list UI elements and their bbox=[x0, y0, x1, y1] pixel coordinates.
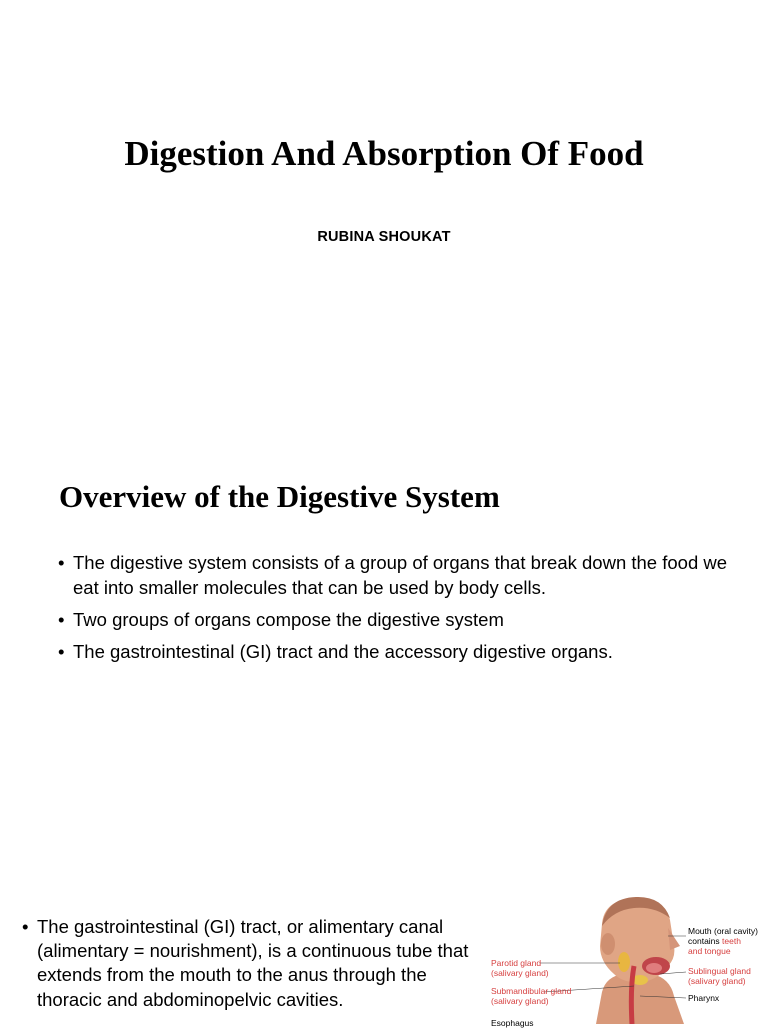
bullet-item: • The digestive system consists of a group of organs that break down the food we eat into smaller molecules that can be used by body cells. bbox=[58, 551, 748, 600]
sublingual-gland-label: (salivary gland) bbox=[688, 976, 746, 986]
bullet-list bbox=[58, 551, 748, 672]
slide-title: Overview of the Digestive System bbox=[59, 479, 500, 514]
title-slide bbox=[0, 0, 768, 432]
pharynx-label: Pharynx bbox=[688, 993, 720, 1003]
esophagus-label: Esophagus bbox=[491, 1018, 534, 1028]
head-anatomy-figure bbox=[484, 896, 768, 1028]
submandibular-gland-label: (salivary gland) bbox=[491, 996, 549, 1006]
submandibular-gland-label: Submandibular gland bbox=[491, 986, 572, 996]
author-name: RUBINA SHOUKAT bbox=[317, 229, 451, 245]
sublingual-gland-label: Sublingual gland bbox=[688, 966, 751, 976]
bullet-item: • Two groups of organs compose the digestive system bbox=[58, 608, 748, 633]
parotid-gland-label: Parotid gland bbox=[491, 958, 542, 968]
mouth-label: contains teeth bbox=[688, 936, 741, 946]
bullet-list bbox=[22, 915, 482, 1012]
parotid-gland-label: (salivary gland) bbox=[491, 968, 549, 978]
mouth-label: and tongue bbox=[688, 946, 731, 956]
presentation-title: Digestion And Absorption Of Food bbox=[124, 134, 644, 173]
bullet-item: • The gastrointestinal (GI) tract and the accessory digestive organs. bbox=[58, 640, 748, 665]
mouth-label: Mouth (oral cavity) bbox=[688, 926, 758, 936]
bullet-item: • The gastrointestinal (GI) tract, or alimentary canal (alimentary = nourishment), is a continuous tube that extends from the mouth to the anus through the thoracic and abdominopelvic cavities. bbox=[22, 915, 482, 1012]
